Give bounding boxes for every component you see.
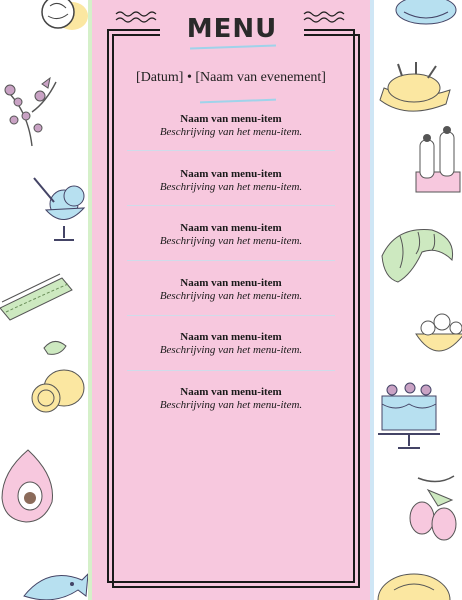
- menu-item-name: Naam van menu-item: [180, 222, 282, 234]
- menu-item: [107, 277, 355, 303]
- menu-item-name: Naam van menu-item: [180, 113, 282, 125]
- apple-icon: [28, 0, 88, 36]
- bread-icon: [374, 560, 460, 600]
- menu-item: [107, 222, 355, 248]
- menu-item-description: Beschrijving van het menu-item.: [159, 181, 303, 193]
- item-divider: [127, 260, 335, 261]
- menu-item-description: Beschrijving van het menu-item.: [159, 344, 303, 356]
- fish-icon: [18, 556, 88, 600]
- menu-title: MENU: [186, 14, 278, 44]
- berries-icon: [0, 72, 62, 150]
- menu-item: [107, 386, 355, 412]
- menu-item-name: Naam van menu-item: [180, 277, 282, 289]
- fruit-bowl-icon: [412, 306, 462, 378]
- lemon-icon: [24, 336, 88, 418]
- menu-item-description: Beschrijving van het menu-item.: [159, 235, 303, 247]
- menu-item-name: Naam van menu-item: [180, 331, 282, 343]
- item-divider: [127, 150, 335, 151]
- menu-item: [107, 113, 355, 139]
- event-subtitle: [Datum] • [Naam van evenement]: [136, 70, 326, 85]
- menu-item-name: Naam van menu-item: [180, 386, 282, 398]
- menu-item-description: Beschrijving van het menu-item.: [159, 290, 303, 302]
- sandwich-icon: [0, 268, 76, 324]
- cupcake-icon: [390, 0, 460, 34]
- blue-accent-stripe: [370, 0, 374, 600]
- item-divider: [127, 205, 335, 206]
- menu-item: [107, 331, 355, 357]
- left-squiggle-ornament: [114, 10, 160, 24]
- menu-item: [107, 168, 355, 194]
- item-divider: [127, 315, 335, 316]
- left-illustration-column: [0, 0, 88, 600]
- cake-icon: [376, 376, 448, 452]
- menu-item-description: Beschrijving van het menu-item.: [159, 126, 303, 138]
- croissant-icon: [376, 222, 458, 286]
- olives-icon: [408, 470, 462, 546]
- right-illustration-column: [374, 0, 462, 600]
- avocado-icon: [0, 446, 62, 526]
- ice-cream-icon: [30, 172, 88, 244]
- menu-item-description: Beschrijving van het menu-item.: [159, 399, 303, 411]
- right-squiggle-ornament: [302, 10, 348, 24]
- menu-item-name: Naam van menu-item: [180, 168, 282, 180]
- roast-icon: [376, 60, 456, 122]
- item-divider: [127, 370, 335, 371]
- salt-pepper-icon: [412, 122, 462, 198]
